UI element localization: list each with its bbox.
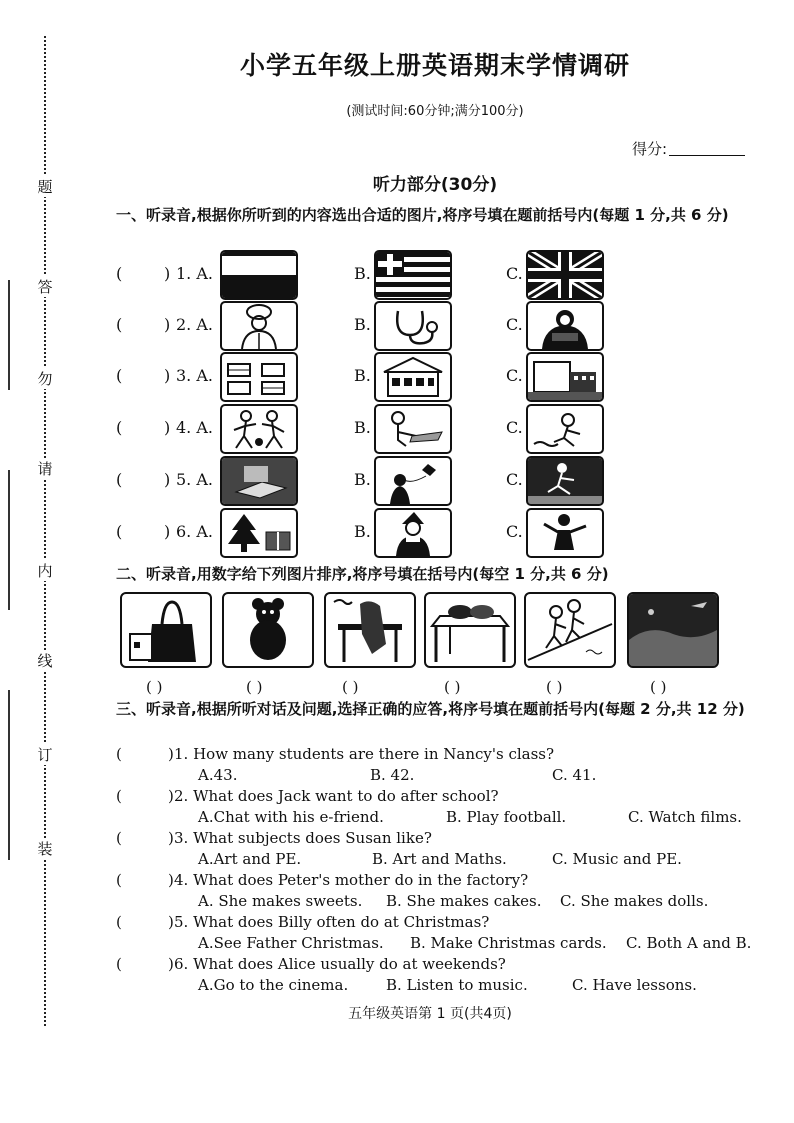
order-blank-5[interactable]: ( ) [546,678,563,696]
dialogue-question-4 [116,871,776,913]
section2-instruction: 二、听录音,用数字给下列图片排序,将序号填在括号内(每空 1 分,共 6 分) [116,565,609,583]
sidebar-char: 题 [37,178,53,196]
score-label: 得分: [632,140,668,158]
binding-line-top [8,280,10,390]
sidebar-char: 请 [37,460,53,478]
picture-flag-a [220,250,298,300]
picture-cloth-on-table [324,592,416,668]
test-info: (测试时间:60分钟;满分100分) [346,104,524,119]
picture-swimming [526,404,604,454]
sidebar-char: 内 [37,562,53,580]
picture-christmas-tree [220,508,298,558]
answer-paren-close: ) [168,871,174,889]
option-b[interactable]: B. Make Christmas cards. [410,934,607,952]
option-a[interactable]: A.Art and PE. [198,850,302,868]
picture-question-1 [116,250,616,300]
option-b-label: B. [354,264,371,283]
answer-paren-close: ) [164,315,171,334]
answer-paren-close: ) [164,418,171,437]
picture-question-3 [116,352,616,402]
question-number: 3. A. [176,366,213,385]
option-c-label: C. [506,366,523,385]
picture-cook [220,301,298,351]
question-number: 5. A. [176,470,213,489]
option-b[interactable]: B. Play football. [446,808,567,826]
order-blank-6[interactable]: ( ) [650,678,667,696]
option-a[interactable]: A.Go to the cinema. [198,976,349,994]
binding-line-middle [8,470,10,610]
picture-driver [526,301,604,351]
picture-hiking [524,592,616,668]
answer-paren-open[interactable]: ( [116,913,122,931]
answer-paren-open[interactable]: ( [116,470,123,489]
sidebar-char: 线 [37,652,53,670]
answer-paren-open[interactable]: ( [116,264,123,283]
option-b-label: B. [354,366,371,385]
answer-paren-open[interactable]: ( [116,522,123,541]
picture-flag-c [526,250,604,300]
option-b-label: B. [354,315,371,334]
order-blank-3[interactable]: ( ) [342,678,359,696]
picture-flag-b [374,250,452,300]
answer-paren-close: ) [168,787,174,805]
picture-question-4 [116,404,616,454]
answer-paren-open[interactable]: ( [116,315,123,334]
question-text: 3. What subjects does Susan like? [174,829,432,847]
option-c[interactable]: C. Have lessons. [572,976,697,994]
answer-paren-close: ) [168,955,174,973]
option-a[interactable]: A.43. [198,766,238,784]
score-blank[interactable] [669,155,745,156]
sidebar-char: 订 [37,746,53,764]
question-number: 2. A. [176,315,213,334]
sidebar-char: 装 [37,840,53,858]
dialogue-question-1 [116,745,776,787]
answer-paren-close: ) [168,745,174,763]
picture-stethoscope [374,301,452,351]
option-b[interactable]: B. Listen to music. [386,976,528,994]
order-blank-4[interactable]: ( ) [444,678,461,696]
question-number: 4. A. [176,418,213,437]
picture-school [526,352,604,402]
question-text: 1. How many students are there in Nancy's class? [174,745,555,763]
order-blank-2[interactable]: ( ) [246,678,263,696]
option-c[interactable]: C. She makes dolls. [560,892,709,910]
order-blank-1[interactable]: ( ) [146,678,163,696]
answer-paren-open[interactable]: ( [116,787,122,805]
option-b-label: B. [354,470,371,489]
answer-paren-open[interactable]: ( [116,955,122,973]
question-text: 5. What does Billy often do at Christmas? [174,913,490,931]
option-b[interactable]: B. Art and Maths. [372,850,507,868]
option-c[interactable]: C. Music and PE. [552,850,682,868]
picture-skating [526,456,604,506]
question-number: 1. A. [176,264,213,283]
answer-paren-close: ) [168,829,174,847]
page-footer: 五年级英语第 1 页(共4页) [348,1006,512,1022]
answer-paren-open[interactable]: ( [116,871,122,889]
question-text: 2. What does Jack want to do after school? [174,787,499,805]
answer-paren-open[interactable]: ( [116,366,123,385]
answer-paren-open[interactable]: ( [116,745,122,763]
answer-paren-close: ) [164,366,171,385]
dialogue-question-3 [116,829,776,871]
option-c-label: C. [506,522,523,541]
picture-computer [220,456,298,506]
option-c-label: C. [506,264,523,283]
answer-paren-open[interactable]: ( [116,418,123,437]
dialogue-question-6 [116,955,776,997]
answer-paren-close: ) [168,913,174,931]
answer-paren-close: ) [164,522,171,541]
picture-kite [374,456,452,506]
sidebar-char: 答 [37,278,53,296]
part-title: 听力部分(30分) [372,175,498,195]
dialogue-question-5 [116,913,776,955]
option-b-label: B. [354,418,371,437]
picture-drawing [374,404,452,454]
answer-paren-close: ) [164,264,171,283]
option-c-label: C. [506,418,523,437]
binding-line-bottom [8,690,10,860]
picture-night-scene [627,592,719,668]
option-c[interactable]: C. 41. [552,766,597,784]
picture-building [374,352,452,402]
option-b[interactable]: B. 42. [370,766,415,784]
picture-question-2 [116,301,616,351]
picture-teddy-bear [222,592,314,668]
option-c[interactable]: C. Both A and B. [626,934,752,952]
option-c-label: C. [506,315,523,334]
picture-dancing [526,508,604,558]
option-b[interactable]: B. She makes cakes. [386,892,542,910]
sidebar-char: 勿 [37,370,53,388]
option-a[interactable]: A.See Father Christmas. [198,934,384,952]
picture-classroom [220,352,298,402]
picture-father-christmas [374,508,452,558]
option-c[interactable]: C. Watch films. [628,808,742,826]
picture-food-on-table [424,592,516,668]
question-text: 6. What does Alice usually do at weekends? [174,955,506,973]
dialogue-question-2 [116,787,776,829]
option-a[interactable]: A.Chat with his e-friend. [198,808,384,826]
picture-question-6 [116,508,616,558]
answer-paren-close: ) [164,470,171,489]
page-title: 小学五年级上册英语期末学情调研 [239,51,630,80]
option-c-label: C. [506,470,523,489]
option-a[interactable]: A. She makes sweets. [198,892,363,910]
picture-playing-ball [220,404,298,454]
option-b-label: B. [354,522,371,541]
answer-paren-open[interactable]: ( [116,829,122,847]
score-field[interactable] [632,138,745,159]
question-text: 4. What does Peter's mother do in the factory? [174,871,529,889]
question-number: 6. A. [176,522,213,541]
picture-question-5 [116,456,616,506]
picture-bags [120,592,212,668]
section3-instruction: 三、听录音,根据所听对话及问题,选择正确的应答,将序号填在题前括号内(每题 2 分,共 12 分) [116,700,745,718]
section1-instruction: 一、听录音,根据你所听到的内容选出合适的图片,将序号填在题前括号内(每题 1 分,共 6 分) [116,206,729,224]
